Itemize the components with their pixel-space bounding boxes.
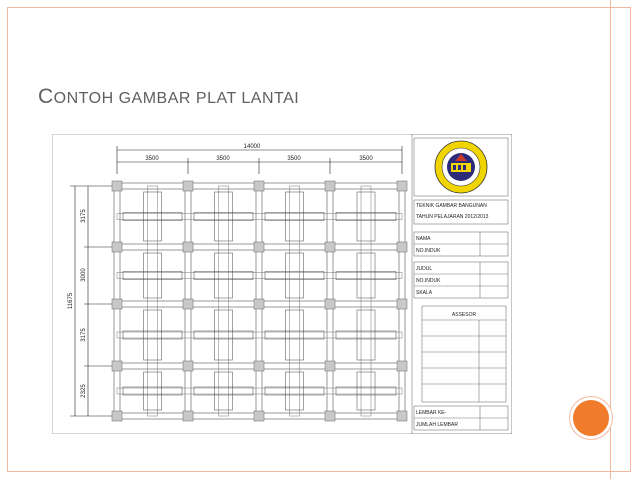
tb-jumlah-lembar: JUMLAH LEMBAR xyxy=(416,422,458,428)
structural-column xyxy=(254,361,264,371)
tb-assesor: ASSESOR xyxy=(451,312,477,318)
tb-nama: NAMA xyxy=(416,236,431,242)
floor-plan-drawing xyxy=(52,134,512,434)
structural-column xyxy=(397,299,407,309)
dim-row-3: 3175 xyxy=(81,328,87,342)
dim-span-3: 3500 xyxy=(287,156,301,162)
dim-row-2: 3000 xyxy=(81,268,87,282)
structural-column xyxy=(112,411,122,421)
structural-column xyxy=(397,242,407,252)
structural-column xyxy=(325,361,335,371)
title-rest: ONTOH GAMBAR PLAT LANTAI xyxy=(53,90,300,107)
structural-column xyxy=(325,299,335,309)
structural-column xyxy=(397,411,407,421)
structural-column xyxy=(254,299,264,309)
tb-year: TAHUN PELAJARAN 2012/2013 xyxy=(416,214,489,220)
structural-column xyxy=(183,361,193,371)
tb-institution: TEKNIK GAMBAR BANGUNAN xyxy=(416,203,487,209)
dim-total-height: 11675 xyxy=(68,292,74,310)
dim-span-4: 3500 xyxy=(359,156,373,162)
dim-row-4: 2325 xyxy=(81,384,87,398)
structural-column xyxy=(397,361,407,371)
slide-title xyxy=(38,85,299,109)
accent-circle xyxy=(570,397,612,439)
structural-column xyxy=(112,181,122,191)
structural-column xyxy=(254,411,264,421)
tb-lembar-ke: LEMBAR KE- xyxy=(416,410,447,416)
structural-column xyxy=(183,411,193,421)
structural-column xyxy=(254,181,264,191)
title-initial: C xyxy=(38,85,54,108)
structural-column xyxy=(112,242,122,252)
structural-column xyxy=(112,361,122,371)
structural-column xyxy=(183,299,193,309)
structural-column xyxy=(325,181,335,191)
tb-no-induk-2: NO.INDUK xyxy=(416,278,441,284)
tb-skala: SKALA xyxy=(416,290,433,296)
structural-column xyxy=(183,181,193,191)
dim-span-1: 3500 xyxy=(145,156,159,162)
structural-column xyxy=(183,242,193,252)
dim-row-1: 3175 xyxy=(81,209,87,223)
tb-no-induk-1: NO.INDUK xyxy=(416,248,441,254)
structural-column xyxy=(325,411,335,421)
structural-column xyxy=(112,299,122,309)
structural-column xyxy=(397,181,407,191)
right-border-line xyxy=(610,0,611,479)
dim-total-width: 14000 xyxy=(243,144,261,150)
structural-column xyxy=(325,242,335,252)
dim-span-2: 3500 xyxy=(216,156,230,162)
tb-judul: JUDUL xyxy=(416,266,433,272)
school-emblem-icon xyxy=(435,141,487,193)
structural-column xyxy=(254,242,264,252)
